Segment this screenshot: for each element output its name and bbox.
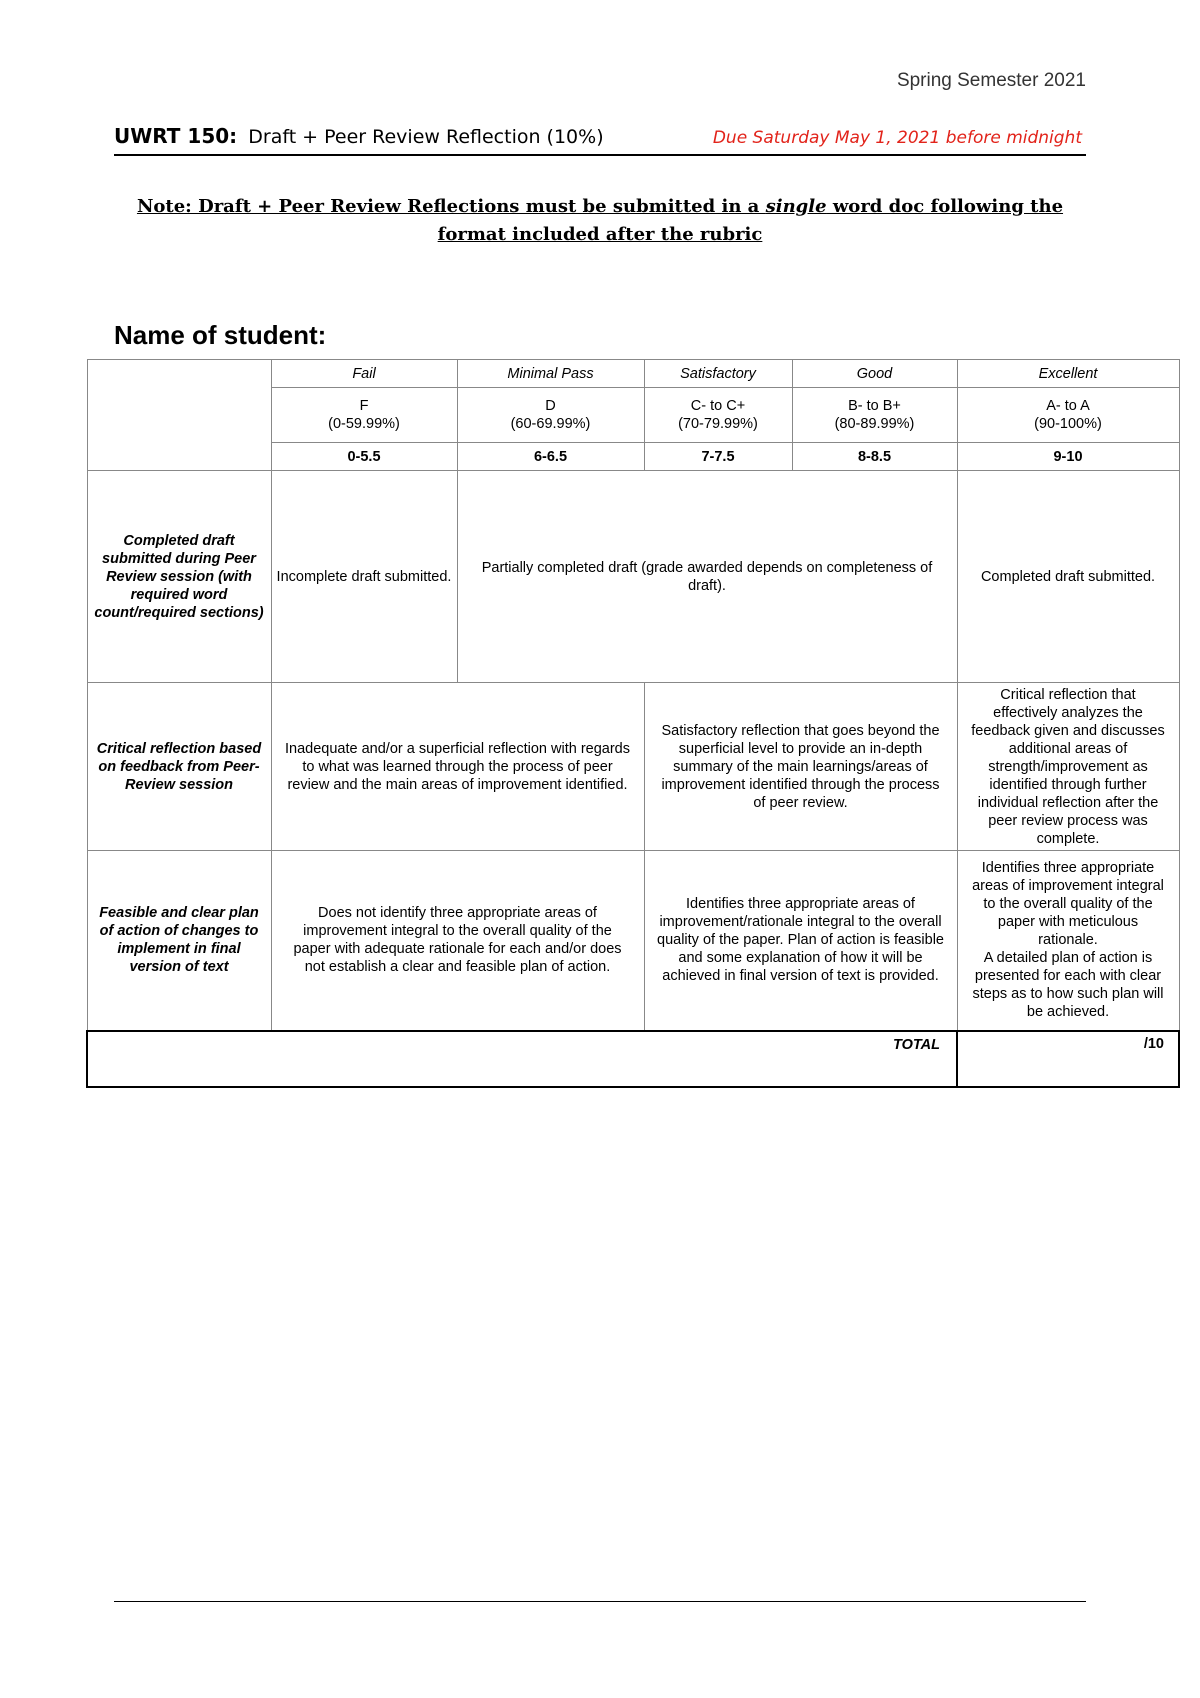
- grade-cell-satisfactory: [644, 388, 792, 443]
- points-fail: 0-5.5: [271, 443, 457, 471]
- level-fail: Fail: [271, 360, 457, 388]
- course-code: UWRT 150:: [114, 124, 238, 148]
- criterion-desc-middle: Partially completed draft (grade awarded depends on completeness of draft).: [457, 471, 957, 683]
- criterion-desc-excellent-1: Identifies three appropriate areas of improvement integral to the overall quality of the paper with meticulous rationale.: [972, 860, 1164, 949]
- rubric-level-row: [87, 360, 1179, 388]
- submission-note: [114, 193, 1086, 249]
- criterion-desc-low: Does not identify three appropriate areas of improvement integral to the overall quality of the paper with adequate rationale for each and/or does not establish a clear and feasible plan of action.: [271, 851, 644, 1031]
- criterion-row-critical-reflection: [87, 683, 1179, 851]
- points-good: 8-8.5: [792, 443, 957, 471]
- criterion-desc-excellent: [957, 851, 1179, 1031]
- semester-label: Spring Semester 2021: [896, 70, 1086, 91]
- rubric-table: [86, 359, 1180, 1088]
- grade-cell-fail: [271, 388, 457, 443]
- criterion-label: Feasible and clear plan of action of changes to implement in final version of text: [87, 851, 271, 1031]
- criterion-desc-fail: Incomplete draft submitted.: [271, 471, 457, 683]
- grade-letter: F: [359, 398, 369, 414]
- level-satisfactory: Satisfactory: [644, 360, 792, 388]
- grade-percent: (70-79.99%): [678, 416, 758, 432]
- note-text-1: Note: Draft + Peer Review Reflections must be submitted in a: [136, 196, 766, 217]
- points-satisfactory: 7-7.5: [644, 443, 792, 471]
- grade-letter: C- to C+: [690, 398, 746, 414]
- assignment-title: Draft + Peer Review Reflection (10%): [248, 126, 604, 148]
- criterion-row-plan-of-action: [87, 851, 1179, 1031]
- level-excellent: Excellent: [957, 360, 1179, 388]
- criterion-desc-excellent: Critical reflection that effectively analyzes the feedback given and discusses additional areas of strength/improvement as identified through further individual reflection after the peer review process was complete.: [957, 683, 1179, 851]
- points-excellent: 9-10: [957, 443, 1179, 471]
- grade-percent: (80-89.99%): [834, 416, 915, 432]
- grade-letter: A- to A: [1046, 398, 1090, 414]
- criterion-desc-excellent-2: A detailed plan of action is presented for each with clear steps as to how such plan will be achieved.: [972, 950, 1164, 1021]
- level-good: Good: [792, 360, 957, 388]
- total-label: TOTAL: [87, 1031, 957, 1087]
- criterion-desc-mid: Identifies three appropriate areas of improvement/rationale integral to the overall quality of the paper. Plan of action is feasible and some explanation of how it will be achieved in final version of text is provided.: [644, 851, 957, 1031]
- criterion-row-completed-draft: [87, 471, 1179, 683]
- level-minimal-pass: Minimal Pass: [457, 360, 644, 388]
- grade-letter: D: [545, 398, 556, 414]
- due-date: Due Saturday May 1, 2021 before midnight: [712, 128, 1082, 148]
- total-value: /10: [957, 1031, 1179, 1087]
- criterion-desc-mid: Satisfactory reflection that goes beyond the superficial level to provide an in-depth summary of the main learnings/areas of improvement identified through the process of peer review.: [644, 683, 957, 851]
- criterion-desc-excellent: Completed draft submitted.: [957, 471, 1179, 683]
- rubric-corner-cell: [87, 360, 271, 471]
- grade-cell-excellent: [957, 388, 1179, 443]
- grade-percent: (60-69.99%): [510, 416, 591, 432]
- note-text-2: word doc following the format included after the rubric: [437, 196, 1064, 245]
- grade-cell-minimal-pass: [457, 388, 644, 443]
- points-minimal-pass: 6-6.5: [457, 443, 644, 471]
- title-row: [114, 124, 1086, 156]
- grade-letter: B- to B+: [848, 398, 901, 414]
- grade-percent: (0-59.99%): [328, 416, 400, 432]
- grade-percent: (90-100%): [1034, 416, 1102, 432]
- note-emphasis: single: [765, 196, 827, 217]
- total-row: [87, 1031, 1179, 1087]
- criterion-label: Completed draft submitted during Peer Review session (with required word count/required sections): [87, 471, 271, 683]
- student-name-label: Name of student:: [114, 320, 327, 350]
- grade-cell-good: [792, 388, 957, 443]
- footer-divider: [114, 1601, 1086, 1602]
- criterion-desc-low: Inadequate and/or a superficial reflection with regards to what was learned through the process of peer review and the main areas of improvement identified.: [271, 683, 644, 851]
- criterion-label: Critical reflection based on feedback from Peer-Review session: [87, 683, 271, 851]
